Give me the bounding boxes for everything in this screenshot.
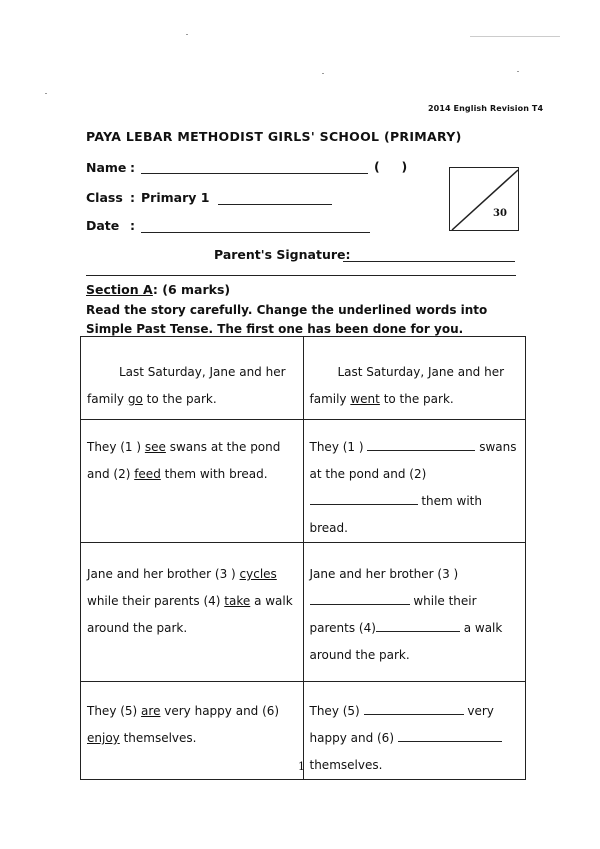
answer-text: Jane and her brother (3 )	[309, 567, 459, 581]
class-label: Class	[86, 190, 123, 205]
class-value: Primary 1	[141, 190, 210, 205]
story-text: swans at the pond and (2)	[87, 440, 281, 481]
name-field[interactable]	[141, 173, 368, 174]
section-instruction: Read the story carefully. Change the underlined words into Simple Past Tense. The first one has been done for you.	[86, 303, 488, 336]
answer-text: Last Saturday, Jane and her family	[309, 365, 505, 406]
underlined-verb: see	[144, 440, 166, 454]
story-text: while their parents (4)	[87, 594, 225, 608]
scan-speck	[186, 34, 188, 35]
scan-speck	[517, 71, 519, 72]
story-cell-original	[81, 337, 304, 420]
answer-blank-4[interactable]	[376, 619, 460, 632]
table-row	[81, 543, 526, 682]
underlined-verb: are	[141, 704, 161, 718]
underlined-verb: enjoy	[87, 731, 120, 745]
story-text: Last Saturday, Jane and her family	[87, 365, 286, 406]
register-number-parens: ( )	[374, 159, 408, 174]
underlined-verb: go	[127, 392, 143, 406]
answer-text: very happy and (6)	[309, 704, 494, 745]
answer-text: while their parents (4)	[309, 594, 477, 635]
name-colon: :	[130, 160, 135, 175]
story-cell-original	[81, 682, 304, 780]
score-total: 30	[493, 208, 507, 219]
story-text: to the park.	[142, 392, 217, 406]
date-field[interactable]	[141, 232, 370, 233]
story-text: them with bread.	[160, 467, 268, 481]
class-colon: :	[130, 190, 135, 205]
name-label: Name	[86, 160, 127, 175]
answer-text: them with bread.	[309, 494, 482, 535]
date-colon: :	[130, 218, 135, 233]
story-text: Jane and her brother (3 )	[87, 567, 240, 581]
story-text: They (1 )	[87, 440, 145, 454]
answer-cell	[303, 420, 526, 543]
school-name: PAYA LEBAR METHODIST GIRLS' SCHOOL (PRIMARY)	[86, 129, 462, 144]
answer-cell	[303, 543, 526, 682]
score-diagonal	[450, 168, 519, 231]
story-text: a walk around the park.	[87, 594, 293, 635]
section-marks: : (6 marks)	[152, 282, 231, 297]
table-row	[81, 420, 526, 543]
answer-text: to the park.	[379, 392, 454, 406]
answer-blank-5[interactable]	[364, 702, 464, 715]
class-field[interactable]	[218, 204, 332, 205]
story-cell-original	[81, 543, 304, 682]
revision-note: 2014 English Revision T4	[428, 104, 544, 113]
answer-blank-6[interactable]	[398, 729, 502, 742]
answer-cell	[303, 337, 526, 420]
page-number: 1	[298, 760, 305, 773]
answer-blank-1[interactable]	[367, 438, 475, 451]
section-title: Section A	[86, 282, 153, 297]
story-text: They (5)	[87, 704, 142, 718]
underlined-verb: cycles	[239, 567, 277, 581]
divider	[86, 275, 516, 276]
scan-speck	[322, 73, 324, 74]
example-answer: went	[350, 392, 380, 406]
signature-label: Parent's Signature:	[214, 247, 351, 262]
section-heading	[86, 282, 230, 297]
underlined-verb: take	[224, 594, 251, 608]
answer-text: themselves.	[309, 758, 383, 772]
answer-text: swans at the pond and (2)	[309, 440, 517, 481]
story-cell-original	[81, 420, 304, 543]
story-text: very happy and (6)	[160, 704, 280, 718]
underlined-verb: feed	[134, 467, 161, 481]
scan-speck	[45, 93, 47, 94]
answer-text: They (1 )	[309, 440, 368, 454]
score-box	[449, 167, 519, 231]
story-text: themselves.	[119, 731, 197, 745]
answer-text: They (5)	[309, 704, 364, 718]
answer-cell	[303, 682, 526, 780]
scan-speck	[470, 36, 560, 37]
answer-blank-2[interactable]	[310, 492, 418, 505]
signature-field[interactable]	[343, 261, 515, 262]
date-label: Date	[86, 218, 120, 233]
story-table	[80, 336, 526, 780]
table-row	[81, 337, 526, 420]
answer-blank-3[interactable]	[310, 592, 410, 605]
answer-text: a walk around the park.	[309, 621, 503, 662]
